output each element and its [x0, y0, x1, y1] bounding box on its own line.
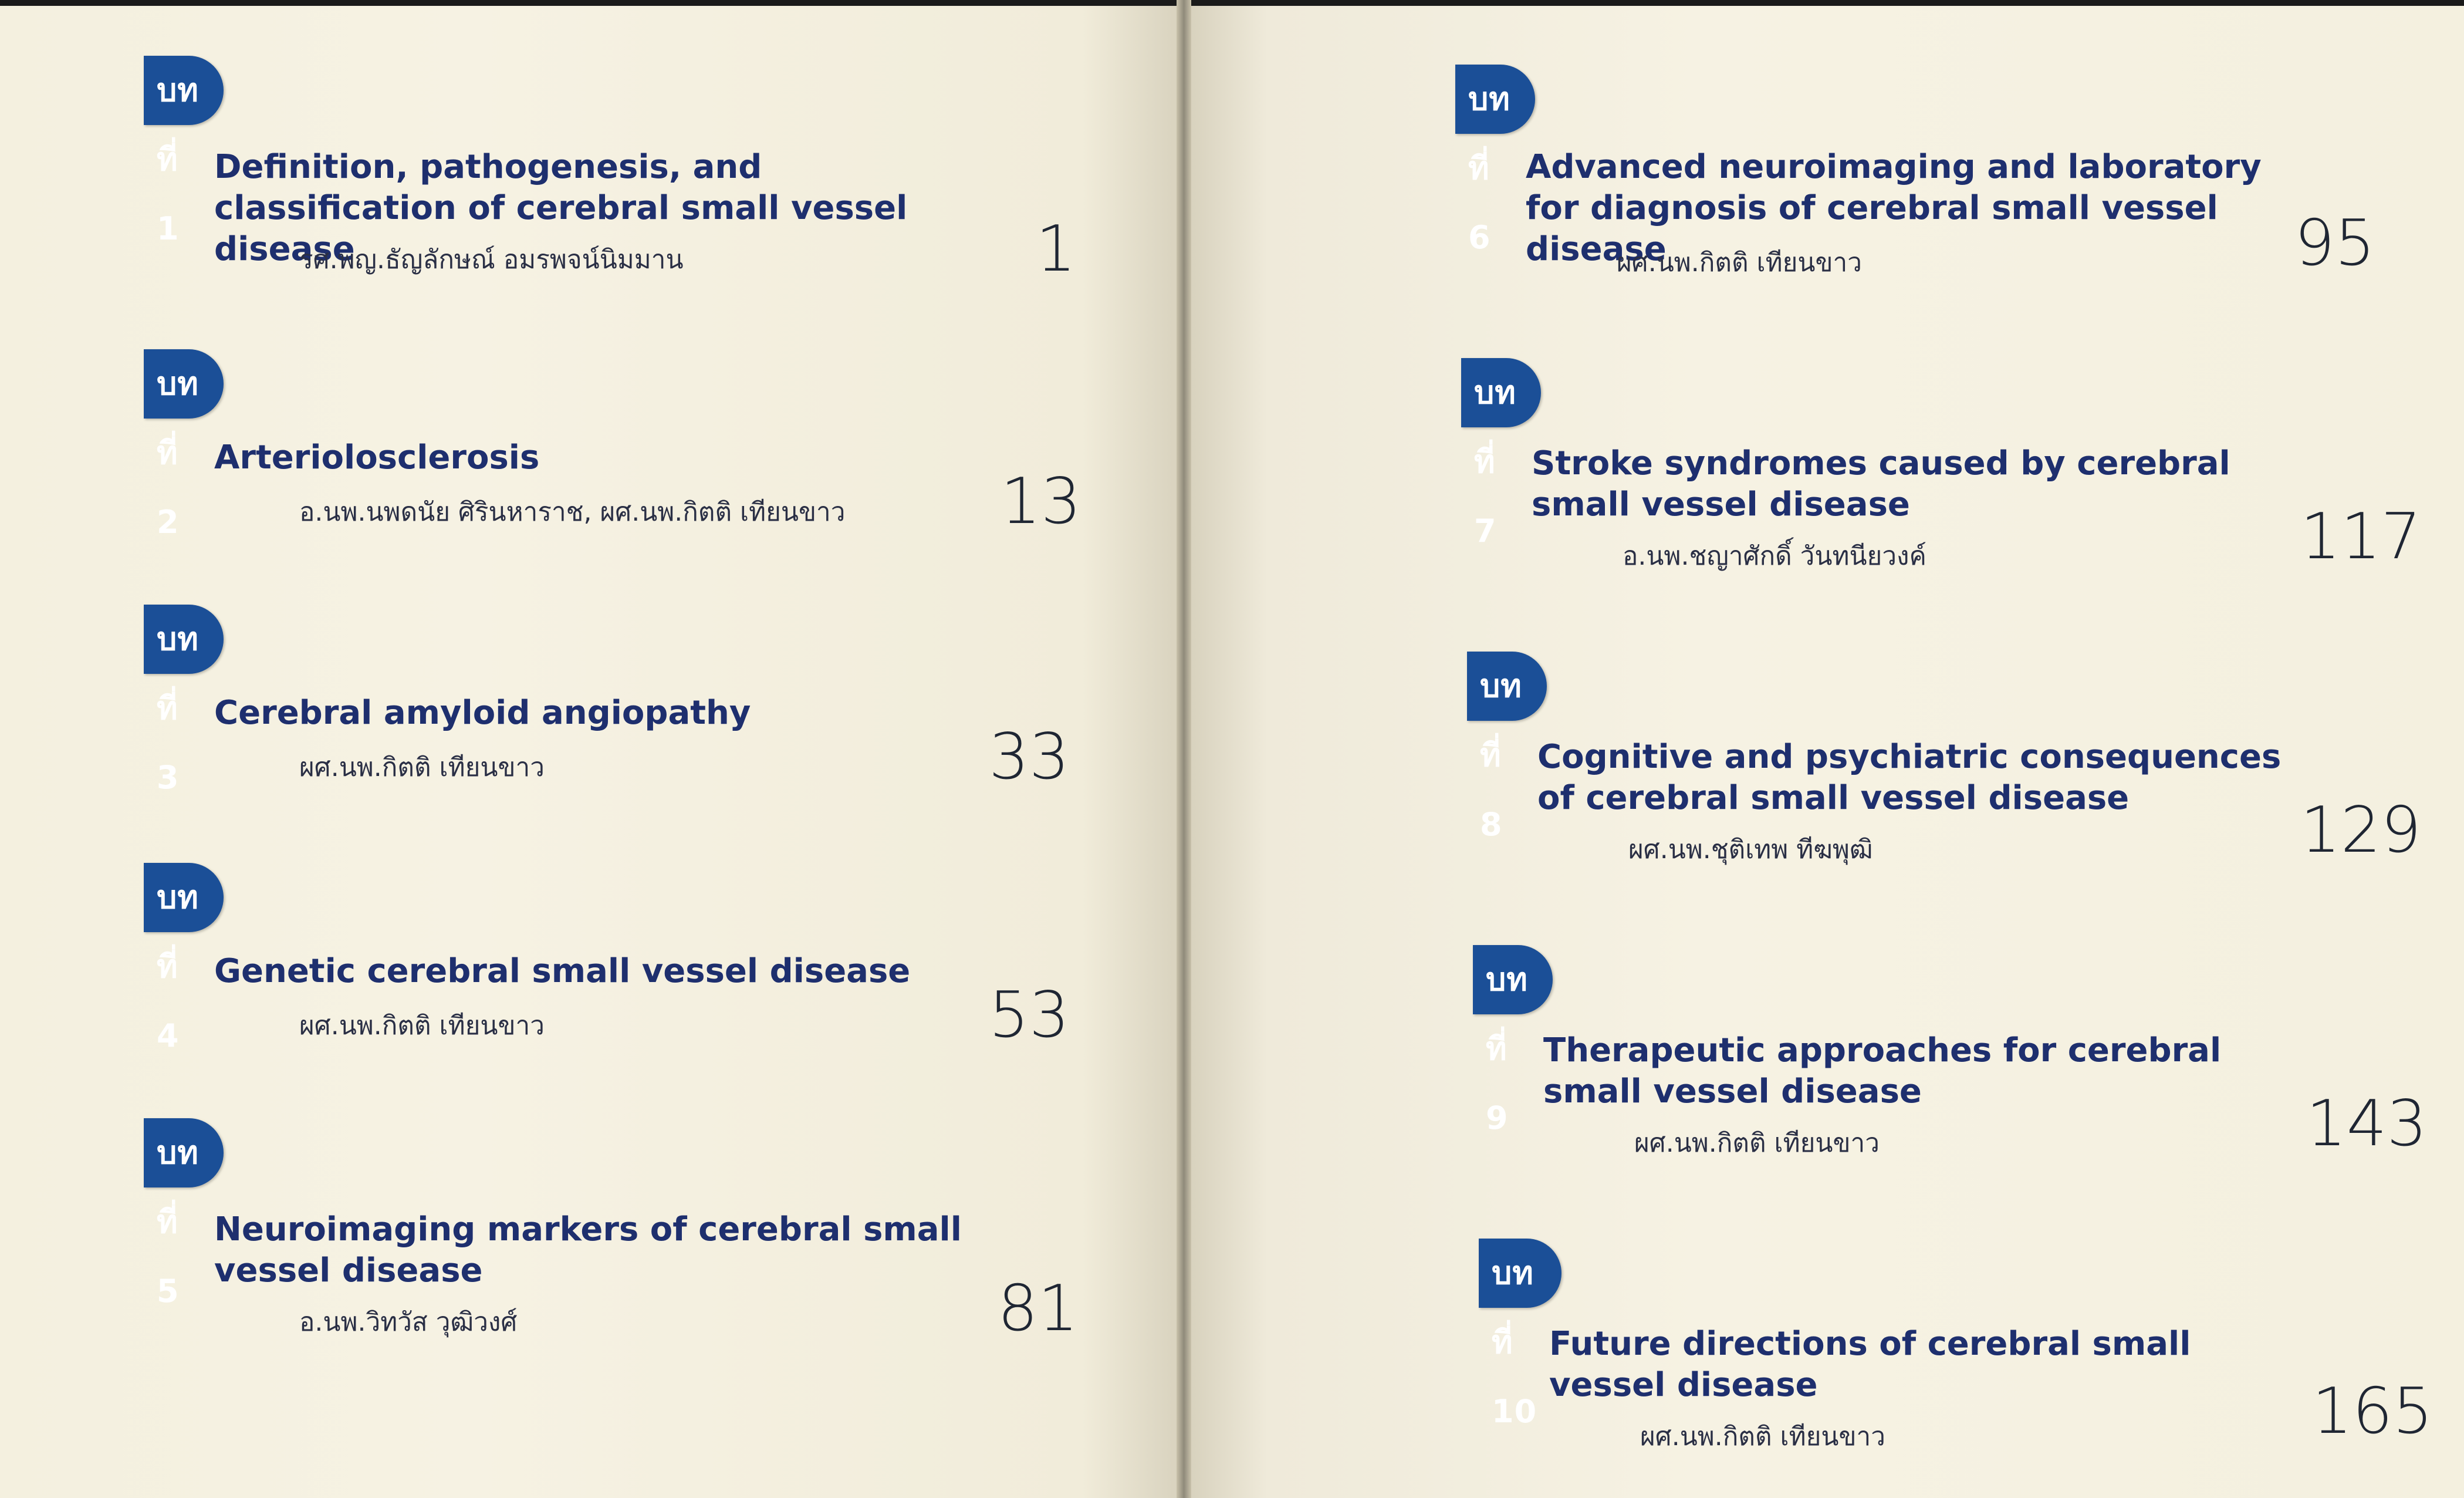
chapter-page-number: 117 — [2300, 500, 2422, 573]
chapter-author: ผศ.นพ.กิตติ เทียนขาว — [299, 1011, 545, 1041]
book-spine — [1177, 0, 1191, 1498]
right-page — [1191, 6, 2464, 1498]
chapter-author: อ.นพ.ชญาศักดิ์ วันทนียวงค์ — [1623, 541, 1926, 571]
chapter-title: Therapeutic approaches for cerebral small vessel disease — [1543, 1031, 2222, 1111]
chapter-badge: บทที่ 8 — [1467, 652, 1547, 721]
chapter-badge: บทที่ 3 — [144, 605, 224, 674]
chapter-badge: บทที่ 9 — [1473, 945, 1553, 1014]
chapter-author: ผศ.นพ.กิตติ เทียนขาว — [299, 753, 545, 782]
chapter-author: รศ.พญ.ธัญลักษณ์ อมรพจน์นิมมาน — [299, 245, 684, 275]
chapter-badge: บทที่ 2 — [144, 349, 224, 419]
chapter-author: ผศ.นพ.กิตติ เทียนขาว — [1634, 1128, 1880, 1158]
chapter-title: Stroke syndromes caused by cerebral small vessel disease — [1532, 444, 2230, 524]
chapter-title: Cognitive and psychiatric consequences of cerebral small vessel disease — [1537, 738, 2282, 817]
chapter-page-number: 143 — [2306, 1087, 2428, 1160]
chapter-page-number: 1 — [1036, 212, 1076, 286]
chapter-title: Arteriolosclerosis — [214, 438, 540, 477]
chapter-badge: บทที่ 7 — [1461, 358, 1541, 427]
chapter-page-number: 165 — [2312, 1375, 2433, 1448]
chapter-badge: บทที่ 5 — [144, 1118, 224, 1187]
chapter-title: Cerebral amyloid angiopathy — [214, 694, 751, 732]
chapter-title: Definition, pathogenesis, and classification of cerebral small vessel disease — [214, 148, 908, 268]
chapter-badge: บทที่ 10 — [1479, 1239, 1561, 1308]
chapter-page-number: 95 — [2294, 207, 2375, 280]
chapter-badge: บทที่ 1 — [144, 56, 224, 125]
chapter-author: ผศ.นพ.ชุติเทพ ทีฆพุฒิ — [1628, 835, 1873, 865]
chapter-title: Future directions of cerebral small vessel disease — [1549, 1325, 2191, 1404]
chapter-title: Neuroimaging markers of cerebral small vessel disease — [214, 1210, 962, 1290]
chapter-badge: บทที่ 6 — [1455, 65, 1535, 134]
left-page — [0, 6, 1177, 1498]
chapter-page-number: 13 — [1001, 465, 1081, 538]
chapter-page-number: 81 — [998, 1272, 1079, 1345]
chapter-author: อ.นพ.นพดนัย ศิรินหาราช, ผศ.นพ.กิตติ เทียนขาว — [299, 497, 846, 527]
chapter-title: Genetic cerebral small vessel disease — [214, 952, 911, 990]
chapter-badge: บทที่ 4 — [144, 863, 224, 932]
chapter-page-number: 33 — [989, 720, 1070, 794]
chapter-author: ผศ.นพ.กิตติ เทียนขาว — [1617, 248, 1862, 278]
chapter-title: Advanced neuroimaging and laboratory for diagnosis of cerebral small vessel disease — [1526, 148, 2262, 268]
chapter-page-number: 129 — [2300, 794, 2422, 867]
chapter-author: ผศ.นพ.กิตติ เทียนขาว — [1640, 1422, 1885, 1452]
chapter-page-number: 53 — [989, 979, 1070, 1052]
chapter-author: อ.นพ.วิทวัส วุฒิวงศ์ — [299, 1307, 518, 1337]
